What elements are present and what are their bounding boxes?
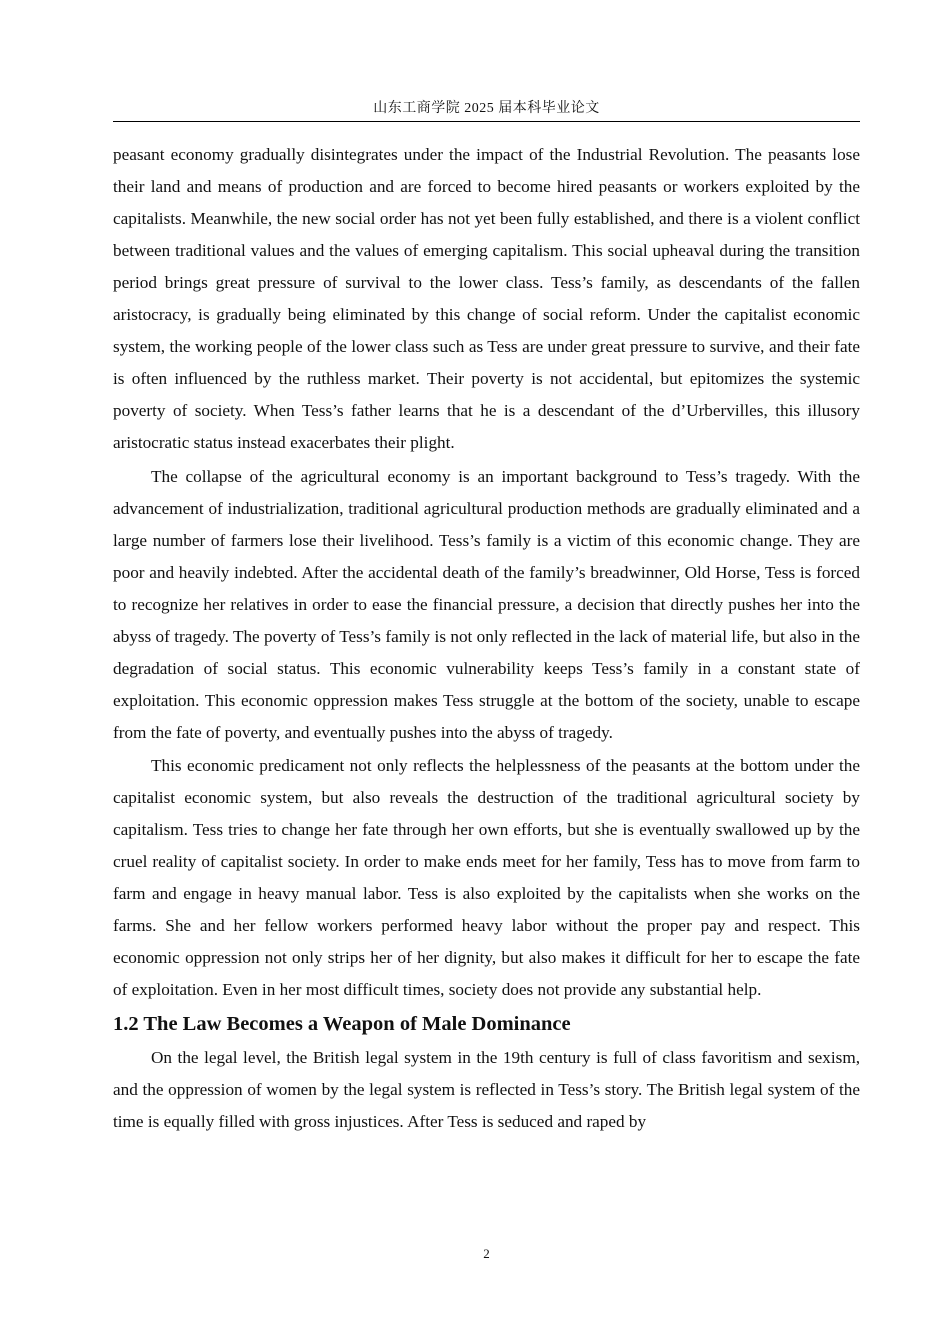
running-header: 山东工商学院 2025 届本科毕业论文 <box>373 101 600 116</box>
paragraph-continued: peasant economy gradually disintegrates under the impact of the Industrial Revolution. The peasants lose their land and means of production and are forced to become hired peasants or workers exploited by the capitalists. Meanwhile, the new social order has not yet been fully established, and there is a violent conflict between traditional values and the values of emerging capitalism. This social upheaval during the transition period brings great pressure of survival to the lower class. Tess’s family, as descendants of the fallen aristocracy, is gradually being eliminated by this change of social reform. Under the capitalist economic system, the working people of the lower class such as Tess are under great pressure to survive, and their fate is often influenced by the ruthless market. Their poverty is not accidental, but epitomizes the systemic poverty of society. When Tess’s father learns that he is a descendant of the d’Urbervilles, this illusory aristocratic status instead exacerbates their plight. <box>113 145 860 452</box>
paragraph-economic-predicament: This economic predicament not only reflects the helplessness of the peasants at the bottom under the capitalist economic system, but also reveals the destruction of the traditional agricultural society by capitalism. Tess tries to change her fate through her own efforts, but she is eventually swallowed up by the cruel reality of capitalist society. In order to make ends meet for her family, Tess has to move from farm to farm and engage in heavy manual labor. Tess is also exploited by the capitalists when she works on the farms. She and her fellow workers performed heavy labor without the proper pay and respect. This economic oppression not only strips her of her dignity, but also makes it difficult for her to escape the fate of exploitation. Even in her most difficult times, society does not provide any substantial help. <box>113 756 860 999</box>
page-number: 2 <box>483 1246 490 1261</box>
paragraph-agricultural-collapse: The collapse of the agricultural economy is an important background to Tess’s tragedy. With the advancement of industrialization, traditional agricultural production methods are gradually eliminated and a large number of farmers lose their livelihood. Tess’s family is a victim of this economic change. They are poor and heavily indebted. After the accidental death of the family’s breadwinner, Old Horse, Tess is forced to recognize her relatives in order to ease the financial pressure, a decision that directly pushes her into the abyss of tragedy. The poverty of Tess’s family is not only reflected in the lack of material life, but also in the degradation of social status. This economic vulnerability keeps Tess’s family in a constant state of exploitation. This economic oppression makes Tess struggle at the bottom of the society, unable to escape from the fate of poverty, and eventually pushes into the abyss of tragedy. <box>113 466 860 742</box>
paragraph-legal-level: On the legal level, the British legal system in the 19th century is full of class favoritism and sexism, and the oppression of women by the legal system is reflected in Tess’s story. The British legal system of the time is equally filled with gross injustices. After Tess is seduced and raped by <box>113 1047 860 1131</box>
body-text <box>113 139 860 1139</box>
header-divider <box>113 121 860 122</box>
section-heading: 1.2 The Law Becomes a Weapon of Male Dominance <box>113 1012 571 1035</box>
